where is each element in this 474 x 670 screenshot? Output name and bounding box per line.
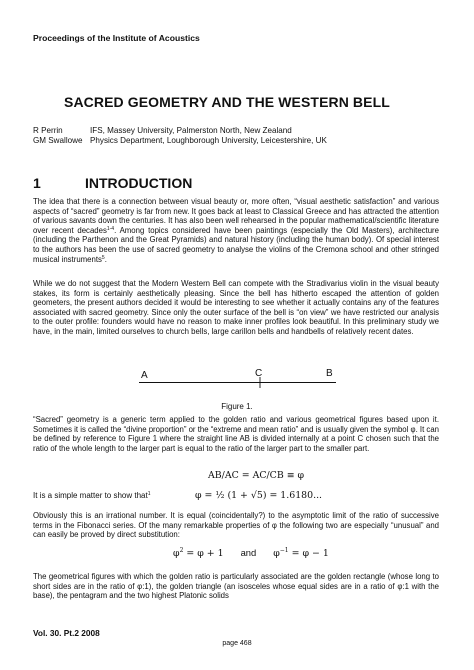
- paragraph-text: . Among topics considered have been paintings (especially the Old Masters), architecture (including the Parthenon and the Great Pyramids) and natural history (including the human body). Of special interest to the authors has been the use of sacred geometry to analyse the violins of the Cremona school and other stringed musical instruments: [33, 225, 439, 264]
- paragraph-irrational: Obviously this is an irrational number. It is equal (coincidentally?) to the asymptotic limit of the ratio of successive terms in the Fibonacci series. Of the many remarkable properties of φ the following two are especially “unusual” and can easily be proved by direct substitution:: [33, 511, 439, 540]
- paper-title: SACRED GEOMETRY AND THE WESTERN BELL: [64, 94, 390, 110]
- author-row: [33, 126, 292, 135]
- exponent: 2: [179, 547, 184, 554]
- citation-ref: 5: [101, 254, 105, 261]
- volume-footer: Vol. 30. Pt.2 2008: [33, 628, 100, 638]
- figure-1-diagram: [0, 362, 474, 396]
- exponent: −1: [279, 547, 289, 554]
- point-a-label: A: [141, 370, 148, 381]
- citation-ref: 1: [147, 491, 151, 497]
- paragraph-figures: The geometrical figures with which the golden ratio is particularly associated are the golden rectangle (whose long to short sides are in the ratio of φ:1), the golden triangle (an isosceles whose equal sides are in a ratio of φ:1 with the base), the pentagram and the two highest Platonic solids: [33, 572, 439, 601]
- paragraph-text: .: [104, 254, 107, 264]
- equation-part: = φ + 1: [183, 548, 224, 560]
- proceedings-header: Proceedings of the Institute of Acoustics: [33, 33, 200, 43]
- point-b-label: B: [326, 368, 333, 379]
- paragraph-bell: While we do not suggest that the Modern Western Bell can compete with the Stradivarius violin in the visual beauty stakes, its form is certainly aesthetically pleasing. Since the bell has hitherto escaped the attention of golden geometers, the present authors decided it would be interesting to see whether it actually contains any of the features associated with sacred geometry. Since only the outer surface of the bell is “on view” we have restricted our analysis to the outer profile: founders would have no reason to make inner profiles look beautiful. In this preliminary study we have, in the main, limited ourselves to church bells, large carillon bells and handbells of relatively recent dates.: [33, 279, 439, 336]
- figure-caption: Figure 1.: [221, 402, 253, 411]
- equation-conjunction: and: [240, 547, 257, 559]
- phi-value-line: [33, 491, 151, 500]
- equation-part: = φ − 1: [288, 548, 329, 560]
- author-name: R Perrin: [33, 126, 63, 135]
- citation-ref: 1-4: [106, 225, 115, 232]
- section-heading: [33, 175, 192, 191]
- section-number: 1: [33, 175, 41, 191]
- page-number: page 468: [222, 640, 252, 647]
- phi-properties-equation: [173, 547, 329, 559]
- section-title: INTRODUCTION: [85, 175, 193, 191]
- author-affiliation: IFS, Massey University, Palmerston North, New Zealand: [90, 126, 292, 135]
- paragraph-text: The idea that there is a connection between visual beauty or, more often, “visual aesthetic satisfaction” and various aspects of “sacred” geometry is far from new. It goes back at least to Classical Greece and has attracted the attention of various savants down the centuries. It has also been well rehearsed in the popular mathematical/scientific literature over recent decades: [33, 197, 439, 235]
- paragraph-definition: “Sacred” geometry is a generic term applied to the golden ratio and various geometrical figures based upon it. Sometimes it is called the “divine proportion” or the “extreme and mean ratio” and is usually given the symbol φ. It can be defined by reference to Figure 1 where the straight line AB is divided internally at a point C chosen such that the ratio of the whole length to the larger part is equal to the ratio of the larger part to the smaller part.: [33, 415, 439, 453]
- author-name: GM Swallowe: [33, 136, 83, 145]
- phi-symbol: φ: [173, 548, 180, 560]
- paragraph-intro: [33, 197, 439, 264]
- phi-symbol: φ: [273, 548, 280, 560]
- equation-intro-text: It is a simple matter to show that: [33, 491, 148, 500]
- point-c-label: C: [255, 368, 263, 379]
- phi-value-equation: φ = ½ (1 + √5) = 1.6180...: [195, 490, 323, 501]
- author-row: [33, 136, 327, 145]
- ratio-equation: AB/AC = AC/CB ≡ φ: [208, 470, 305, 481]
- author-affiliation: Physics Department, Loughborough University, Leicestershire, UK: [90, 136, 327, 145]
